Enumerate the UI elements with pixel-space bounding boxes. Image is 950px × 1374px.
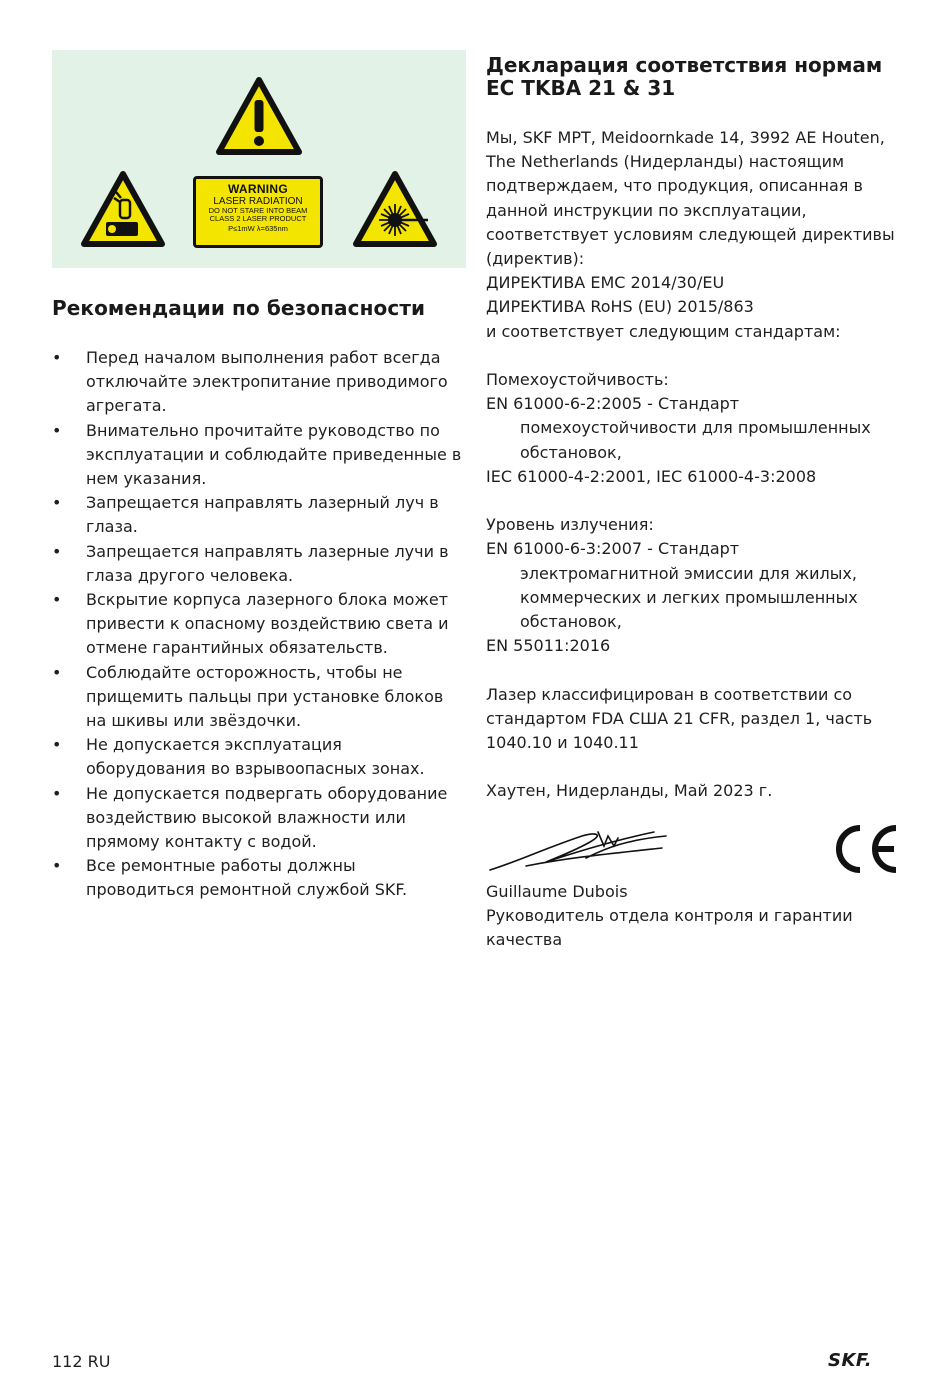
safety-title: Рекомендации по безопасности	[52, 296, 426, 320]
list-item: • Не допускается эксплуатация оборудования во взрывоопасных зонах.	[52, 733, 466, 781]
directive-rohs: ДИРЕКТИВА RoHS (EU) 2015/863	[486, 297, 754, 317]
warning-label-power: P≤1mW λ=635nm	[228, 223, 288, 233]
laser-warning-panel	[52, 50, 466, 268]
emission-description: электромагнитной эмиссии для жилых, коммерческих и легких промышленных обстановок,	[520, 563, 858, 632]
warning-label-title: WARNING	[227, 182, 289, 196]
signature-image	[486, 818, 676, 880]
safety-list	[52, 346, 466, 903]
list-item: • Соблюдайте осторожность, чтобы не прищемить пальцы при установке блоков на шкивы или звёздочки.	[52, 661, 466, 734]
standards-intro: и соответствует следующим стандартам:	[486, 321, 841, 341]
exclamation-warning-icon	[215, 76, 303, 156]
list-item: • Вскрытие корпуса лазерного блока может привести к опасному воздействию света и отмене гарантийных обязательств.	[52, 588, 466, 661]
immunity-heading: Помехоустойчивость:	[486, 370, 669, 390]
skf-logo: SKF.	[828, 1350, 873, 1371]
list-item: • Все ремонтные работы должны проводиться ремонтной службой SKF.	[52, 854, 466, 902]
immunity-description: помехоустойчивости для промышленных обстановок,	[520, 418, 871, 462]
emission-heading: Уровень излучения:	[486, 515, 654, 535]
laser-classification: Лазер классифицирован в соответствии со стандартом FDA США 21 CFR, раздел 1, часть 1040.10 и 1040.11	[486, 684, 873, 753]
directive-emc: ДИРЕКТИВА EMC 2014/30/EU	[486, 273, 725, 293]
left-column	[52, 50, 466, 903]
emission-standard: EN 61000-6-3:2007 - Стандарт	[486, 539, 740, 559]
warning-label-radiation: LASER RADIATION	[213, 195, 303, 207]
warning-label-stare: DO NOT STARE INTO BEAM	[208, 206, 308, 216]
list-item: • Запрещается направлять лазерные лучи в глаза другого человека.	[52, 540, 466, 588]
declaration-intro: Мы, SKF MPT, Meidoornkade 14, 3992 AE Houten, The Netherlands (Нидерланды) настоящим подтверждаем, что продукция, описанная в данной инструкции по эксплуатации, соответствует условиям следующей директивы (директив):	[486, 128, 895, 269]
page-number: 112 RU	[52, 1352, 111, 1371]
declaration-title: Декларация соответствия нормам ЕС TKBA 21 & 31	[486, 53, 883, 100]
list-item: • Запрещается направлять лазерный луч в глаза.	[52, 491, 466, 539]
ce-mark-icon	[834, 824, 900, 874]
place-date: Хаутен, Нидерланды, Май 2023 г.	[486, 781, 773, 801]
list-item: • Не допускается подвергать оборудование воздействию высокой влажности или прямому контакту с водой.	[52, 782, 466, 855]
laser-warning-label	[193, 176, 323, 248]
signer-name: Guillaume Dubois	[486, 881, 628, 901]
laser-radiation-icon	[352, 170, 438, 248]
signer-role: Руководитель отдела контроля и гарантии качества	[486, 905, 853, 950]
hand-pinch-warning-icon	[80, 170, 166, 248]
warning-label-class: CLASS 2 LASER PRODUCT	[209, 213, 307, 223]
list-item: • Внимательно прочитайте руководство по эксплуатации и соблюдайте приведенные в нем указания.	[52, 419, 466, 492]
immunity-iec: IEC 61000-4-2:2001, IEC 61000-4-3:2008	[486, 466, 817, 486]
right-column	[486, 54, 906, 952]
emission-en: EN 55011:2016	[486, 636, 611, 656]
list-item: • Перед началом выполнения работ всегда отключайте электропитание приводимого агрегата.	[52, 346, 466, 419]
immunity-standard: EN 61000-6-2:2005 - Стандарт	[486, 394, 740, 414]
